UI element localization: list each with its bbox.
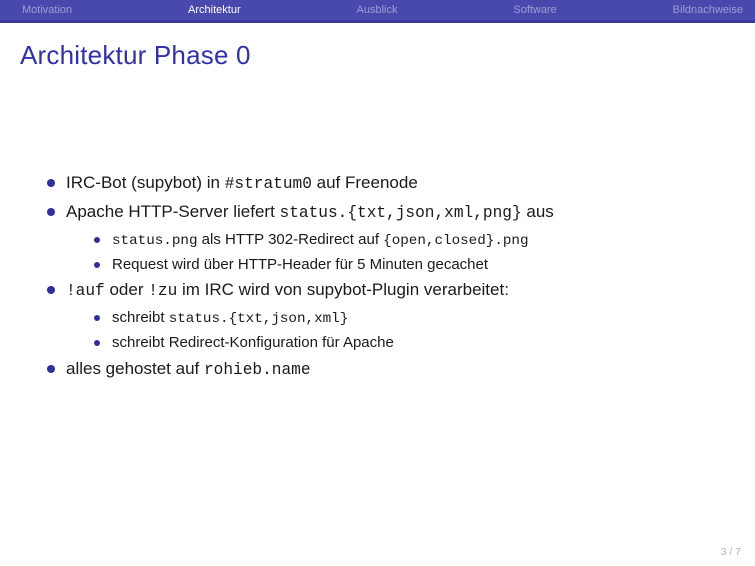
list-item [0, 280, 755, 300]
nav-item-ausblick[interactable]: Ausblick [356, 4, 398, 16]
list-item [0, 202, 755, 222]
nav-item-architektur[interactable]: Architektur [188, 4, 241, 16]
plain-text: auf Freenode [311, 173, 418, 192]
list-item [0, 173, 755, 193]
list-item-text [112, 231, 529, 249]
code-text: status.png [112, 233, 198, 249]
list-item [0, 359, 755, 379]
bullet-icon [94, 237, 100, 243]
page-indicator: 3 / 7 [720, 546, 741, 558]
list-item [0, 334, 755, 351]
nav-item-motivation[interactable]: Motivation [22, 4, 73, 16]
list-item-text [66, 359, 311, 379]
code-text: !auf [66, 282, 105, 300]
plain-text: aus [521, 202, 554, 221]
code-text: status.{txt,json,xml} [168, 311, 349, 327]
list-item-text [112, 334, 394, 351]
plain-text: als HTTP 302-Redirect auf [197, 231, 384, 248]
plain-text: oder [104, 280, 149, 299]
code-text: !zu [148, 282, 178, 300]
plain-text: im IRC wird von supybot-Plugin verarbeitet: [177, 280, 509, 299]
code-text: {open,closed}.png [383, 233, 529, 249]
section-navbar [0, 0, 755, 23]
list-item-text [112, 309, 348, 327]
nav-item-software[interactable]: Software [513, 4, 557, 16]
bullet-icon [94, 262, 100, 268]
bullet-icon [47, 179, 55, 187]
list-item [0, 231, 755, 249]
slide-title: Architektur Phase 0 [20, 40, 251, 70]
bullet-icon [47, 286, 55, 294]
bullet-icon [94, 340, 100, 346]
bullet-icon [47, 365, 55, 373]
plain-text: schreibt Redirect-Konfiguration für Apache [112, 334, 394, 351]
bullet-icon [94, 315, 100, 321]
list-item-text [66, 173, 418, 193]
list-item-text [66, 202, 554, 222]
plain-text: schreibt [112, 309, 169, 326]
nav-item-bildnachweise[interactable]: Bildnachweise [672, 4, 743, 16]
list-item [0, 309, 755, 327]
code-text: #stratum0 [224, 175, 312, 193]
list-item [0, 256, 755, 273]
list-item-text [66, 280, 509, 300]
list-item-text [112, 256, 488, 273]
bullet-list [0, 173, 755, 388]
plain-text: Apache HTTP-Server liefert [66, 202, 280, 221]
plain-text: alles gehostet auf [66, 359, 204, 378]
plain-text: Request wird über HTTP-Header für 5 Minuten gecachet [112, 256, 489, 273]
code-text: status.{txt,json,xml,png} [279, 204, 522, 222]
plain-text: IRC-Bot (supybot) in [66, 173, 225, 192]
bullet-icon [47, 208, 55, 216]
code-text: rohieb.name [203, 361, 311, 379]
